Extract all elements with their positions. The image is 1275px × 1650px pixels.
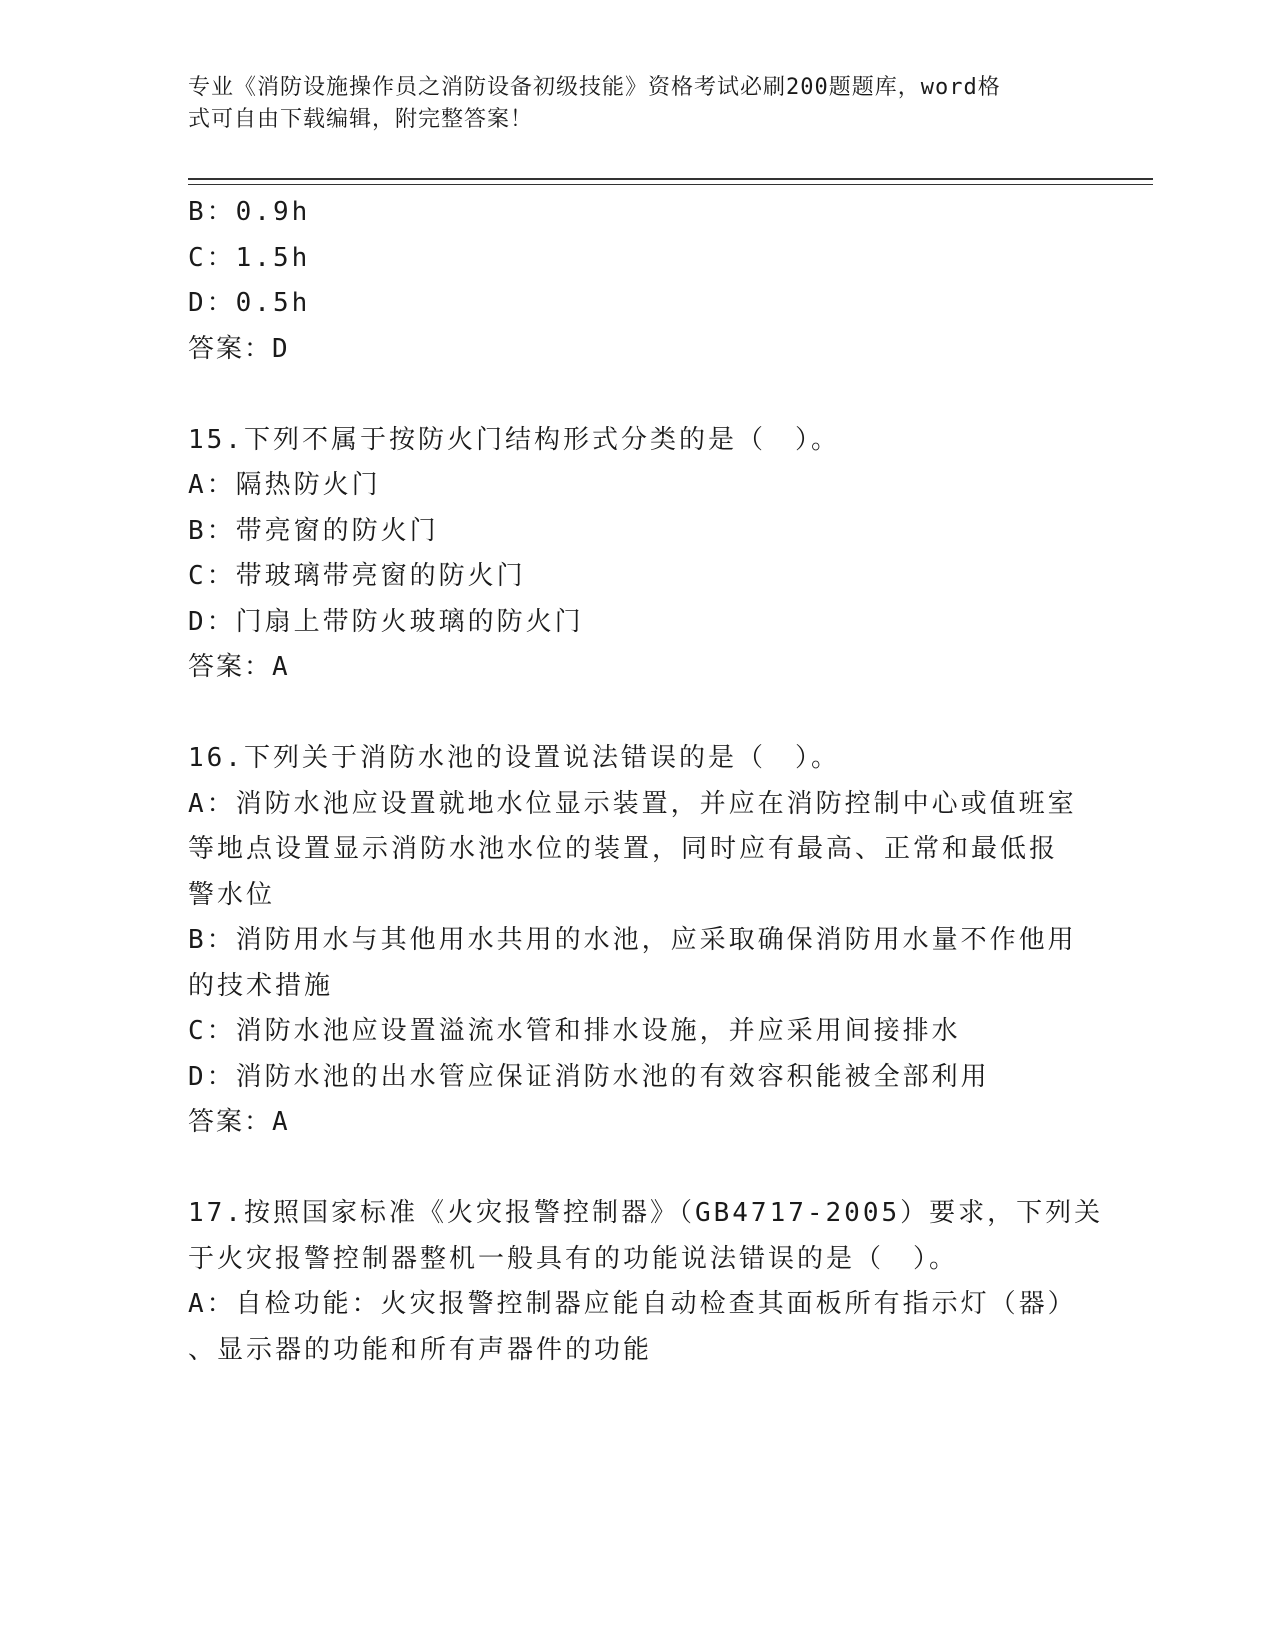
question-14-tail [188, 190, 1088, 372]
option-b: B：带亮窗的防火门 [188, 515, 439, 546]
question-17 [188, 1191, 1104, 1373]
option-a-line-1: A：自检功能：火灾报警控制器应能自动检查其面板所有指示灯（器） [188, 1289, 1077, 1319]
question-stem: 15.下列不属于按防火门结构形式分类的是（ ）。 [188, 424, 840, 455]
question-stem-line-2: 于火灾报警控制器整机一般具有的功能说法错误的是（ ）。 [188, 1243, 959, 1274]
answer: 答案：A [188, 1107, 290, 1137]
option-d: D：门扇上带防火玻璃的防火门 [188, 606, 584, 637]
question-15 [188, 418, 1088, 691]
spacer [188, 1146, 1088, 1192]
option-c: C：带玻璃带亮窗的防火门 [188, 561, 526, 591]
option-c: C：消防水池应设置溢流水管和排水设施，并应采用间接排水 [188, 1016, 961, 1046]
question-16 [188, 736, 1088, 1146]
question-stem-line-1: 17.按照国家标准《火灾报警控制器》（GB4717-2005）要求，下列关 [188, 1198, 1104, 1228]
option-d: D：消防水池的出水管应保证消防水池的有效容积能被全部利用 [188, 1061, 990, 1092]
header-line-2: 式可自由下载编辑，附完整答案！ [188, 107, 534, 132]
header-line-1: 专业《消防设施操作员之消防设备初级技能》资格考试必刷200题题库，word格 [188, 75, 1001, 100]
option-b-line-1: B：消防用水与其他用水共用的水池，应采取确保消防用水量不作他用 [188, 925, 1077, 955]
option-a-line-3: 警水位 [188, 879, 276, 910]
option-c: C：1.5h [188, 242, 311, 273]
option-b: B：0.9h [188, 197, 311, 227]
page-header [188, 72, 1088, 136]
answer: 答案：A [188, 652, 290, 682]
question-stem: 16.下列关于消防水池的设置说法错误的是（ ）。 [188, 743, 840, 773]
option-a-line-1: A：消防水池应设置就地水位显示装置，并应在消防控制中心或值班室 [188, 788, 1077, 819]
option-a: A：隔热防火门 [188, 470, 381, 500]
option-a-line-2: 、显示器的功能和所有声器件的功能 [188, 1334, 653, 1365]
option-b-line-2: 的技术措施 [188, 970, 334, 1001]
header-divider-thin [188, 184, 1153, 185]
spacer [188, 372, 1088, 418]
option-d: D：0.5h [188, 288, 311, 318]
option-a-line-2: 等地点设置显示消防水池水位的装置，同时应有最高、正常和最低报 [188, 834, 1059, 864]
question-list [188, 190, 1104, 1373]
spacer [188, 691, 1088, 737]
header-divider-thick [188, 178, 1153, 180]
answer: 答案：D [188, 333, 290, 364]
